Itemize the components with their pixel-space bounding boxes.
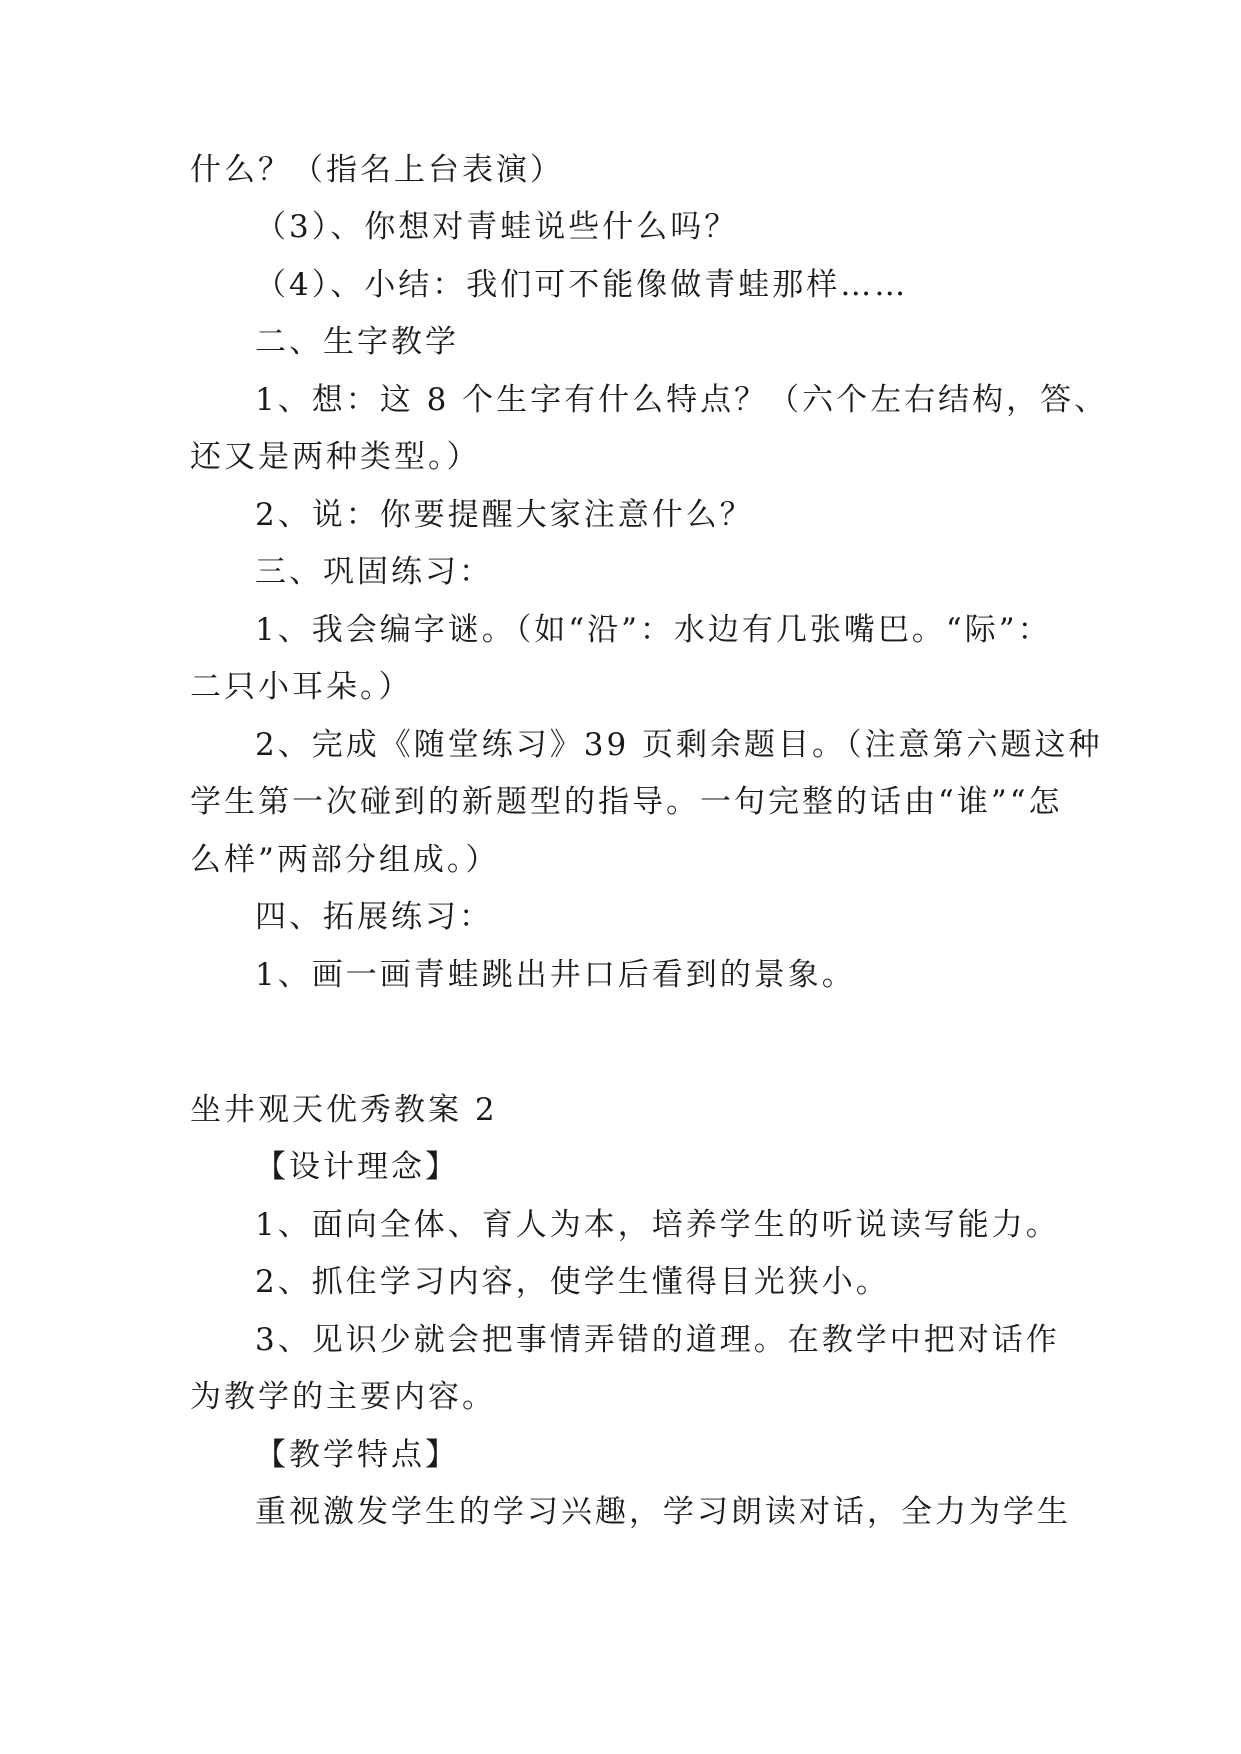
- paragraph-line: 为教学的主要内容。: [190, 1379, 496, 1415]
- section-heading: 四、拓展练习：: [255, 899, 493, 935]
- paragraph-line: 3、见识少就会把事情弄错的道理。在教学中把对话作: [255, 1322, 1060, 1358]
- paragraph-line: 什么？（指名上台表演）: [190, 152, 564, 188]
- section-heading: 【教学特点】: [255, 1437, 459, 1473]
- paragraph-line: 学生第一次碰到的新题型的指导。一句完整的话由“谁”“怎: [190, 784, 1063, 820]
- paragraph-line: 么样”两部分组成。）: [190, 842, 500, 878]
- paragraph-line: 重视激发学生的学习兴趣，学习朗读对话，全力为学生: [255, 1494, 1071, 1530]
- paragraph-line: （3）、你想对青蛙说些什么吗？: [255, 209, 739, 245]
- paragraph-line: 1、想：这 8 个生字有什么特点？（六个左右结构，答、: [255, 382, 1109, 418]
- paragraph-line: 2、说：你要提醒大家注意什么？: [255, 497, 754, 533]
- paragraph-line: （4）、小结：我们可不能像做青蛙那样……: [255, 267, 909, 303]
- document-title: 坐井观天优秀教案 2: [190, 1092, 498, 1128]
- paragraph-line: 1、画一画青蛙跳出井口后看到的景象。: [255, 957, 856, 993]
- paragraph-line: 1、面向全体、育人为本，培养学生的听说读写能力。: [255, 1207, 1060, 1243]
- section-heading: 【设计理念】: [255, 1149, 459, 1185]
- paragraph-line: 还又是两种类型。）: [190, 439, 481, 475]
- paragraph-line: 2、完成《随堂练习》39 页剩余题目。（注意第六题这种: [255, 727, 1103, 763]
- paragraph-line: 1、我会编字谜。（如“沿”：水边有几张嘴巴。“际”：: [255, 612, 1052, 648]
- section-heading: 二、生字教学: [255, 324, 459, 360]
- paragraph-line: 二只小耳朵。）: [190, 669, 413, 705]
- section-heading: 三、巩固练习：: [255, 554, 493, 590]
- paragraph-line: 2、抓住学习内容，使学生懂得目光狭小。: [255, 1264, 890, 1300]
